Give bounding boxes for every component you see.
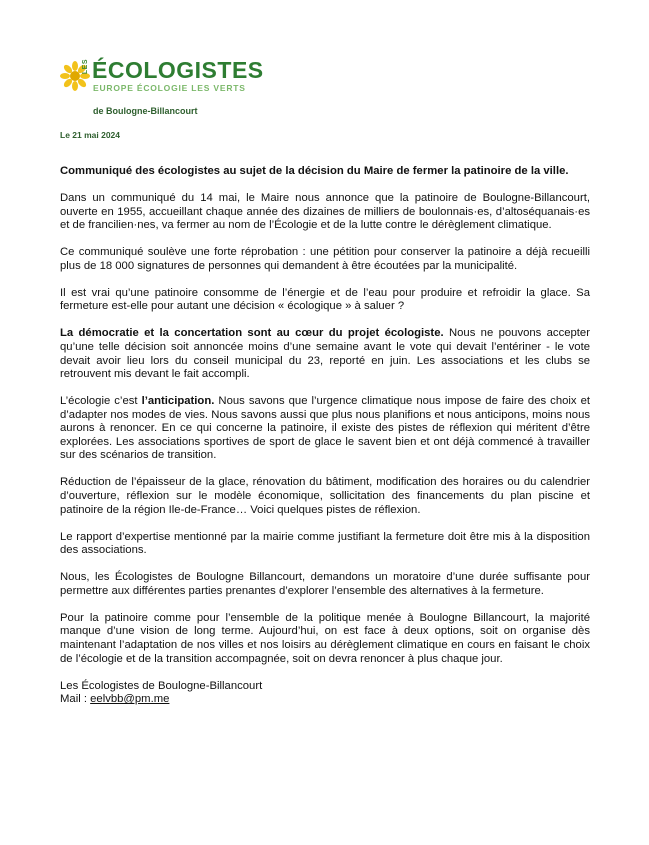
email-link[interactable]: eelvbb@pm.me: [90, 693, 170, 706]
logo-name: ÉCOLOGISTES: [92, 57, 264, 83]
paragraph: Ce communiqué soulève une forte réprobation : une pétition pour conserver la patinoire a déjà recueilli plus de 18 000 signatures de personnes qui demandent à être écoutées par la municipalité.: [60, 246, 590, 272]
signature: Les Écologistes de Boulogne-Billancourt: [60, 679, 263, 692]
paragraph: [60, 327, 590, 381]
paragraph: Le rapport d’expertise mentionné par la mairie comme justifiant la fermeture doit être mis à la disposition des associations.: [60, 530, 590, 557]
logo-tagline: EUROPE ÉCOLOGIE LES VERTS: [93, 83, 246, 93]
signature-block: [60, 680, 590, 707]
paragraph-text: Nous ne pouvons accepter qu’une telle décision soit annoncée moins d’une semaine avant le vote qui devait l’entériner - le vote devait avoir lieu lors du conseil municipal du 23, reporté en juin. Les associations et les clubs se retrouvent mis devant le fait accompli.: [60, 327, 590, 381]
paragraph: Il est vrai qu’une patinoire consomme de l’énergie et de l’eau pour produire et refroidir la glace. Sa fermeture est-elle pour autant une décision « écologique » à saluer ?: [60, 286, 590, 313]
press-release-body: [60, 165, 590, 707]
paragraph: Nous, les Écologistes de Boulogne Billancourt, demandons un moratoire d’une durée suffisante pour permettre aux différentes parties prenantes d’explorer l’ensemble des alternatives à la fermeture.: [60, 571, 590, 597]
contact-line: [60, 693, 590, 707]
paragraph: Réduction de l’épaisseur de la glace, rénovation du bâtiment, modification des horaires ou du calendrier d’ouverture, réflexion sur le modèle économique, sollicitation des financements du plan piscine et patinoire de la région Ile-de-France… Voici quelques pistes de réflexion.: [60, 476, 590, 516]
logo-prefix: LES: [82, 59, 89, 75]
paragraph: [60, 395, 590, 463]
document-date: Le 21 mai 2024: [60, 130, 121, 140]
logo: [60, 55, 270, 105]
paragraph: Dans un communiqué du 14 mai, le Maire nous annonce que la patinoire de Boulogne-Billancourt, ouverte en 1955, accueillant chaque année des dizaines de milliers de boulonnais·es, d’altoséquanais·es et de francilien·nes, va fermer au nom de l’Écologie et de la lutte contre le dérèglement climatique.: [60, 191, 590, 232]
paragraph: Pour la patinoire comme pour l’ensemble de la politique menée à Boulogne Billancourt, la majorité manque d’une vision de long terme. Aujourd’hui, on est face à deux options, soit on organise dès maintenant l’adaptation de nos villes et nos loisirs au dérèglement climatique en cours en faisant le choix de l’écologie et de la transition accompagnée, soit on devra renoncer à plus chaque jour.: [60, 611, 590, 665]
paragraph-emphasis: l’anticipation.: [141, 395, 215, 408]
document-title: Communiqué des écologistes au sujet de la décision du Maire de fermer la patinoire de la ville.: [60, 165, 569, 177]
mail-label: Mail :: [60, 693, 91, 706]
paragraph-text: L’écologie c’est: [60, 395, 142, 408]
paragraph-text: Nous savons que l’urgence climatique nous impose de faire des choix et d’adapter nos modes de vies. Nous savons aussi que plus nous planifions et nous anticipons, moins nous aurons à renoncer. En ce qui concerne la patinoire, il existe des pistes de réflexion qui méritent d’être explorées. Les associations sportives de sport de glace le savent bien et ont déjà commencé à travailler sur des scénarios de transition.: [60, 395, 590, 462]
organization-subtitle: de Boulogne-Billancourt: [93, 106, 198, 116]
paragraph-emphasis: La démocratie et la concertation sont au cœur du projet écologiste.: [60, 327, 444, 340]
